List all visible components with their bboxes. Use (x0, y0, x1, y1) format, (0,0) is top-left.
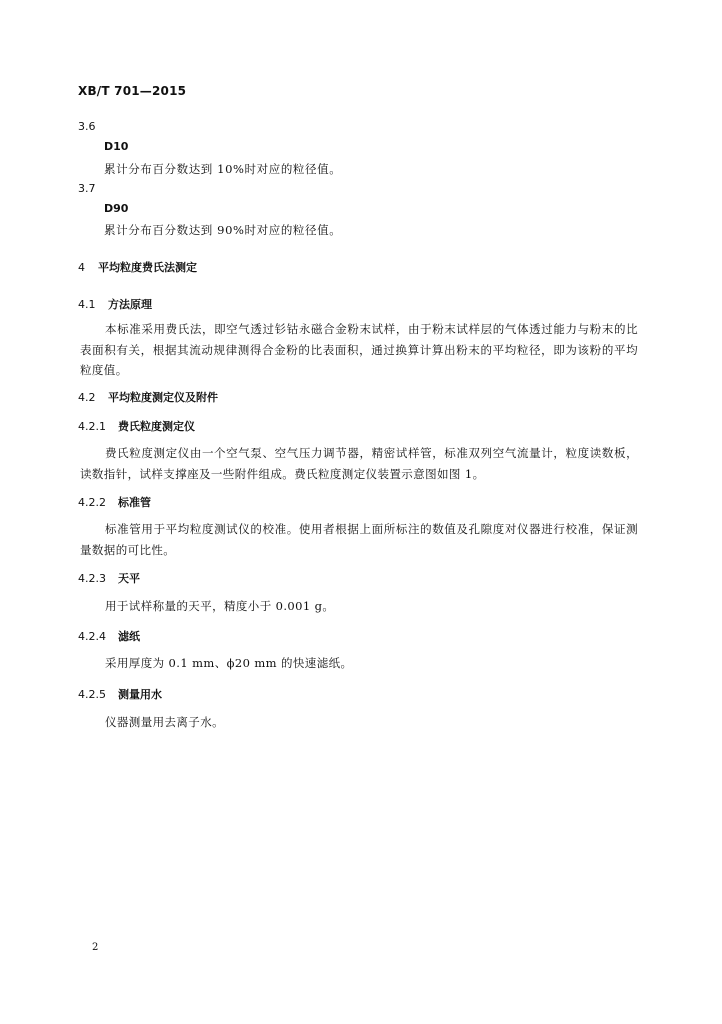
page-number: 2 (92, 942, 99, 953)
section-4-2-4-title: 滤纸 (118, 630, 140, 643)
term-d10-definition: 累计分布百分数达到 10%时对应的粒径值。 (104, 162, 342, 176)
section-4-2-2-paragraph: 标准管用于平均粒度测试仪的校准。使用者根据上面所标注的数值及孔隙度对仪器进行校准，保证测量数据的可比性。 (80, 522, 638, 557)
clause-number-3-7: 3.7 (78, 182, 96, 195)
section-4-number: 4 (78, 261, 85, 274)
section-4-2-4-number: 4.2.4 (78, 630, 106, 643)
section-4-2-3-heading (78, 570, 140, 586)
section-4-1-heading (78, 296, 152, 312)
term-d90-definition: 累计分布百分数达到 90%时对应的粒径值。 (104, 223, 342, 237)
section-4-2-5-paragraph: 仪器测量用去离子水。 (105, 715, 224, 729)
section-4-2-1-heading (78, 418, 195, 434)
section-4-title: 平均粒度费氏法测定 (98, 261, 197, 274)
section-4-2-heading (78, 389, 218, 405)
section-4-1-title: 方法原理 (108, 298, 152, 311)
clause-number-3-6: 3.6 (78, 120, 96, 133)
section-4-2-number: 4.2 (78, 391, 96, 404)
section-4-2-2-number: 4.2.2 (78, 496, 106, 509)
section-4-2-1-title: 费氏粒度测定仪 (118, 420, 195, 433)
section-4-2-1-paragraph: 费氏粒度测定仪由一个空气泵、空气压力调节器，精密试样管，标准双列空气流量计，粒度读数板，读数指针，试样支撑座及一些附件组成。费氏粒度测定仪装置示意图如图 1。 (80, 446, 638, 481)
section-4-2-5-heading (78, 686, 162, 702)
section-4-2-1-number: 4.2.1 (78, 420, 106, 433)
section-4-1-paragraph: 本标准采用费氏法，即空气透过钐钴永磁合金粉末试样，由于粉末试样层的气体透过能力与粉末的比表面积有关，根据其流动规律测得合金粉的比表面积，通过换算计算出粉末的平均粒径，即为该粉的平均粒度值。 (80, 322, 638, 377)
section-4-2-4-heading (78, 628, 140, 644)
section-4-2-3-paragraph: 用于试样称量的天平，精度小于 0.001 g。 (105, 599, 335, 613)
section-4-2-3-number: 4.2.3 (78, 572, 106, 585)
section-4-heading (78, 259, 197, 275)
section-4-2-2-title: 标准管 (118, 496, 151, 509)
section-4-2-2-heading (78, 494, 151, 510)
term-d10: D10 (104, 140, 129, 153)
section-4-2-title: 平均粒度测定仪及附件 (108, 391, 218, 404)
section-4-2-4-paragraph: 采用厚度为 0.1 mm、ϕ20 mm 的快速滤纸。 (105, 656, 353, 670)
document-number: XB/T 701—2015 (78, 84, 187, 98)
section-4-2-3-title: 天平 (118, 572, 140, 585)
section-4-2-5-number: 4.2.5 (78, 688, 106, 701)
section-4-1-number: 4.1 (78, 298, 96, 311)
term-d90: D90 (104, 202, 129, 215)
section-4-2-5-title: 测量用水 (118, 688, 162, 701)
